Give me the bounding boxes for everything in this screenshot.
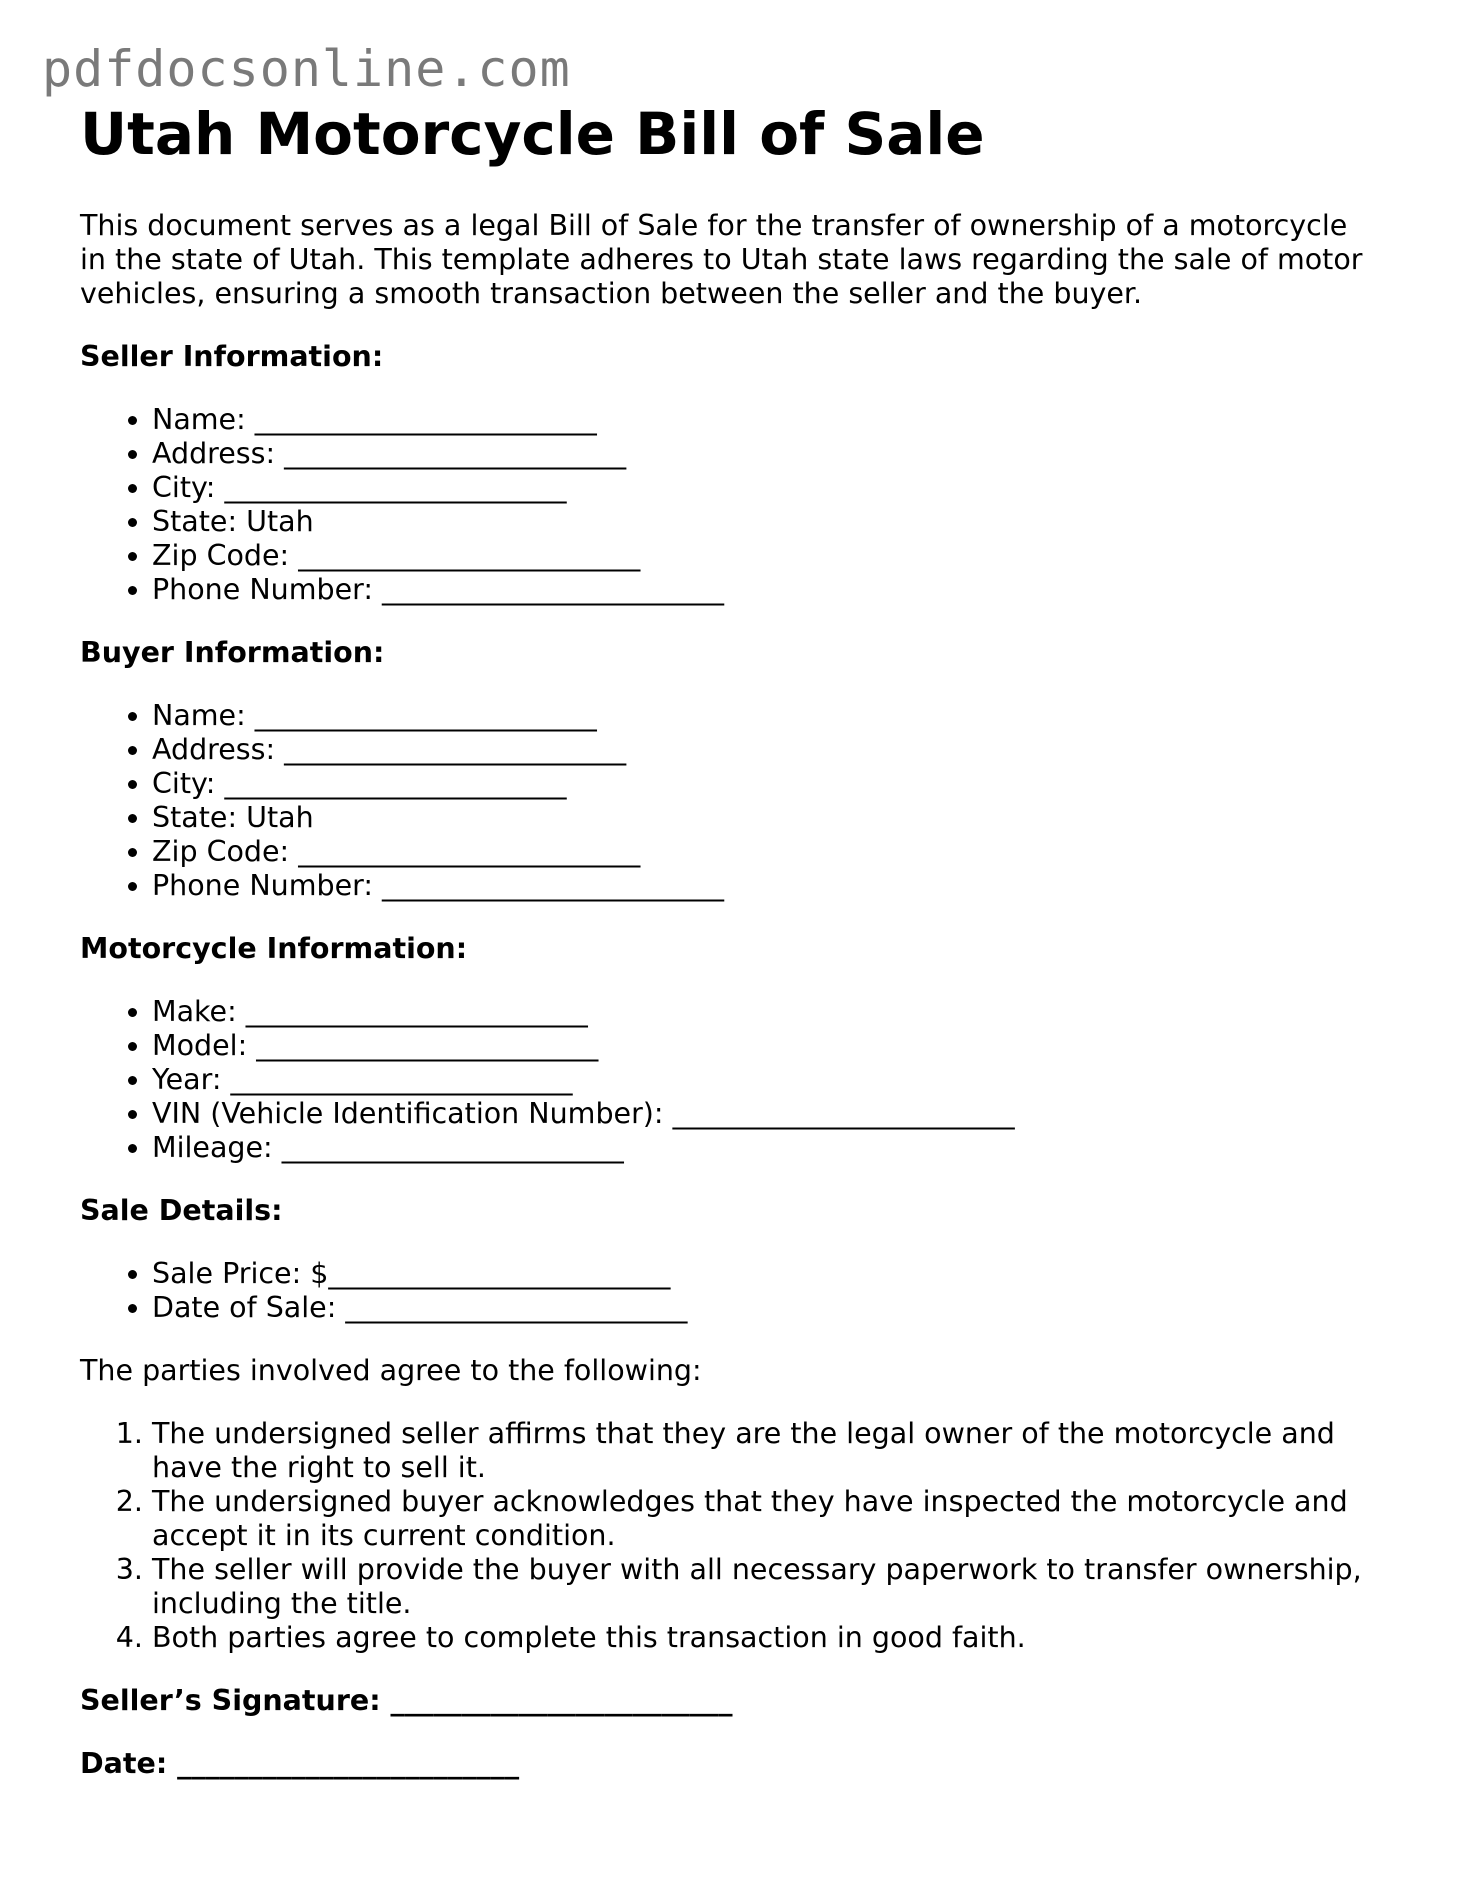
sale-details-list	[80, 1257, 1380, 1325]
intro-paragraph: This document serves as a legal Bill of Sale for the transfer of ownership of a motorcycle in the state of Utah. This template adheres to Utah state laws regarding the sale of motor vehicles, ensuring a smooth transaction between the seller and the buyer.	[80, 209, 1363, 310]
buyer-name-field: • Name: ________________________	[152, 699, 1380, 733]
buyer-info-list	[80, 699, 1380, 903]
document-title: Utah Motorcycle Bill of Sale	[80, 100, 985, 168]
seller-phone-field: • Phone Number: ________________________	[152, 573, 1380, 607]
buyer-address-field: • Address: ________________________	[152, 733, 1380, 767]
seller-signature-line: Seller’s Signature: ________________________	[80, 1684, 733, 1717]
agreement-term: 3. The seller will provide the buyer with all necessary paperwork to transfer ownership, including the title.	[152, 1553, 1380, 1621]
motorcycle-info-list	[80, 995, 1380, 1165]
motorcycle-year-field: • Year: ________________________	[152, 1063, 1380, 1097]
seller-info-list	[80, 403, 1380, 607]
signature-date-line: Date: ________________________	[80, 1747, 520, 1780]
agreement-term: 4. Both parties agree to complete this transaction in good faith.	[152, 1621, 1380, 1655]
sale-section-heading: Sale Details:	[80, 1194, 283, 1227]
watermark: pdfdocsonline.com	[42, 40, 571, 98]
motorcycle-model-field: • Model: ________________________	[152, 1029, 1380, 1063]
motorcycle-make-field: • Make: ________________________	[152, 995, 1380, 1029]
seller-address-field: • Address: ________________________	[152, 437, 1380, 471]
document-body	[80, 209, 1380, 1810]
motorcycle-mileage-field: • Mileage: ________________________	[152, 1131, 1380, 1165]
buyer-zip-field: • Zip Code: ________________________	[152, 835, 1380, 869]
seller-name-field: • Name: ________________________	[152, 403, 1380, 437]
agreement-terms-list	[80, 1417, 1380, 1655]
agreement-term: 1. The undersigned seller affirms that they are the legal owner of the motorcycle and have the right to sell it.	[152, 1417, 1380, 1485]
buyer-section-heading: Buyer Information:	[80, 636, 385, 669]
agreement-term: 2. The undersigned buyer acknowledges that they have inspected the motorcycle and accept it in its current condition.	[152, 1485, 1380, 1553]
seller-section-heading: Seller Information:	[80, 340, 384, 373]
seller-zip-field: • Zip Code: ________________________	[152, 539, 1380, 573]
motorcycle-vin-field: • VIN (Vehicle Identification Number): ________________________	[152, 1097, 1380, 1131]
seller-city-field: • City: ________________________	[152, 471, 1380, 505]
motorcycle-section-heading: Motorcycle Information:	[80, 932, 468, 965]
buyer-city-field: • City: ________________________	[152, 767, 1380, 801]
seller-state-field: • State: Utah	[152, 505, 1380, 539]
sale-date-field: • Date of Sale: ________________________	[152, 1291, 1380, 1325]
agreement-intro: The parties involved agree to the following:	[80, 1354, 702, 1387]
buyer-state-field: • State: Utah	[152, 801, 1380, 835]
sale-price-field: • Sale Price: $________________________	[152, 1257, 1380, 1291]
buyer-phone-field: • Phone Number: ________________________	[152, 869, 1380, 903]
